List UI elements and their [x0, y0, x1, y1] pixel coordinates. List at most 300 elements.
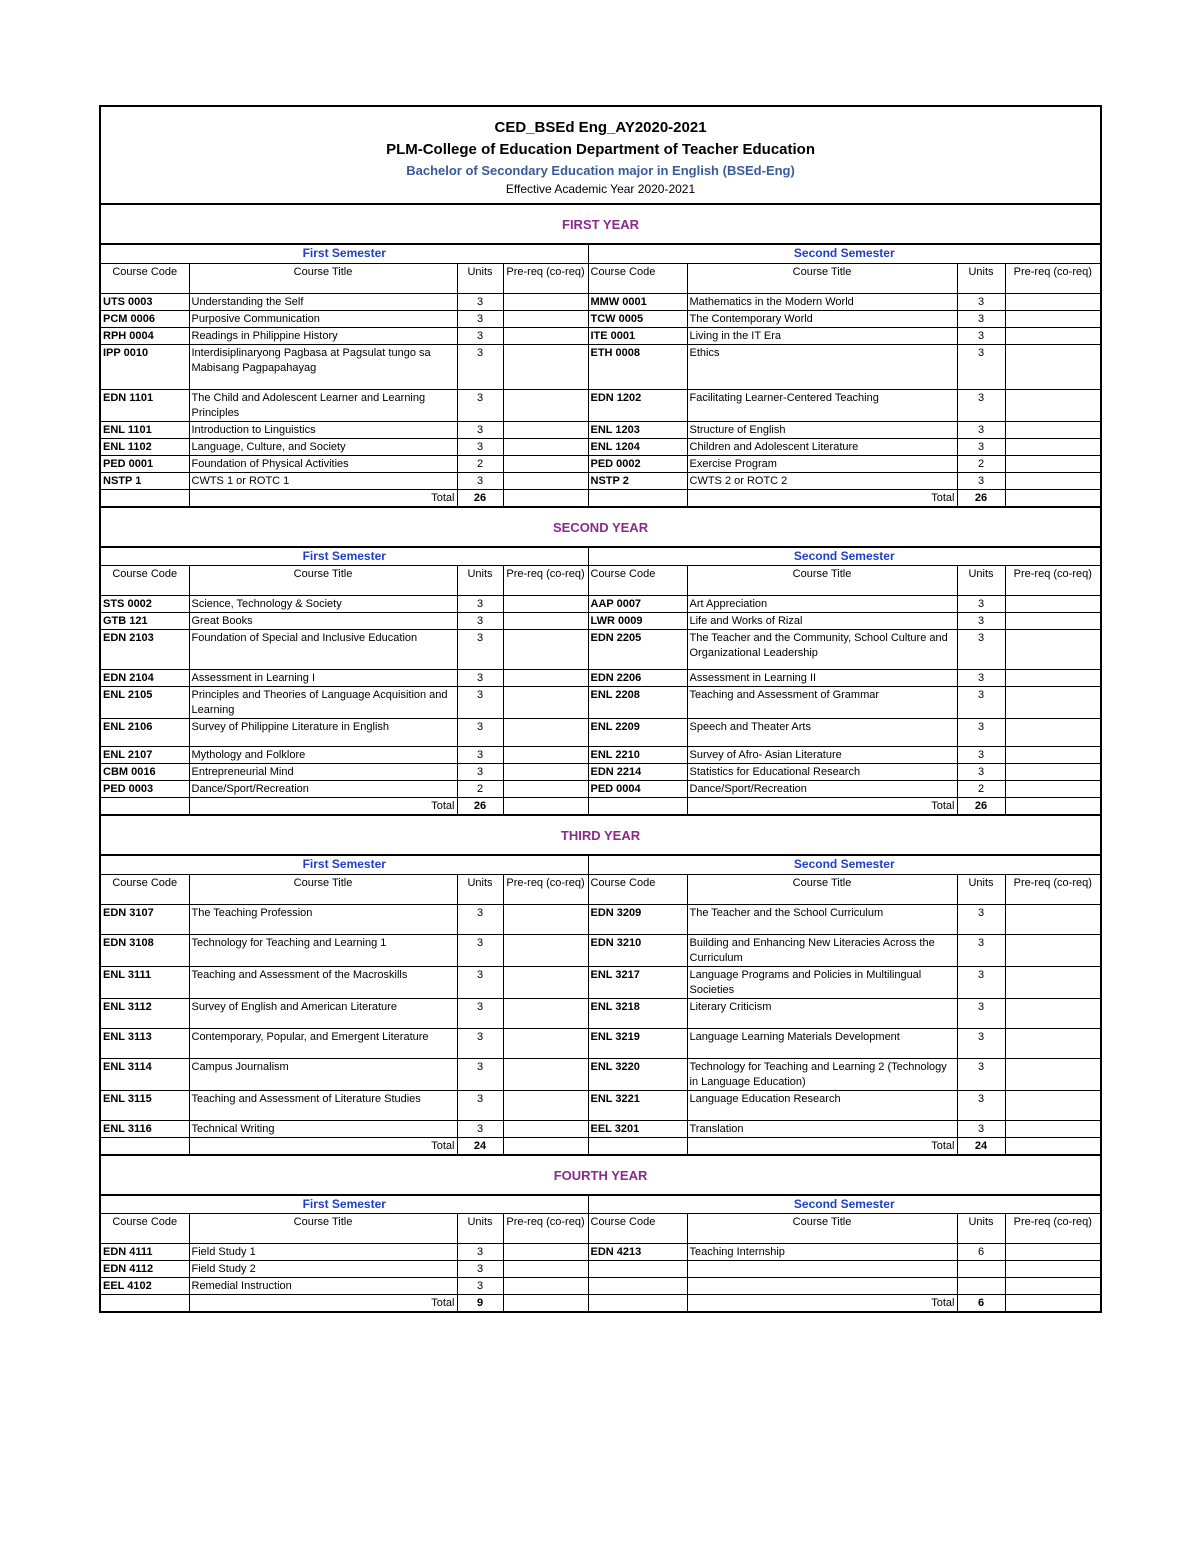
course-units: 3	[457, 389, 503, 421]
course-units: 3	[457, 1261, 503, 1278]
course-title: Teaching and Assessment of the Macroskills	[189, 966, 457, 998]
course-code: ENL 2107	[100, 747, 189, 764]
course-prereq	[1005, 1058, 1101, 1090]
course-prereq	[1005, 389, 1101, 421]
units-header: Units	[457, 263, 503, 293]
course-units: 3	[957, 438, 1005, 455]
course-code: ENL 2106	[100, 719, 189, 747]
course-units: 3	[457, 1028, 503, 1058]
course-prereq	[503, 438, 588, 455]
course-code: STS 0002	[100, 596, 189, 613]
course-units: 3	[957, 613, 1005, 630]
course-row	[100, 455, 1101, 472]
course-code: UTS 0003	[100, 293, 189, 310]
course-prereq	[503, 1090, 588, 1120]
course-title: Assessment in Learning I	[189, 670, 457, 687]
course-code-header: Course Code	[100, 874, 189, 904]
course-title: The Teacher and the Community, School Culture and Organizational Leadership	[687, 630, 957, 670]
total-row	[100, 798, 1101, 816]
course-units: 3	[457, 344, 503, 389]
course-units: 3	[457, 764, 503, 781]
course-title: Teaching and Assessment of Grammar	[687, 687, 957, 719]
course-units: 3	[457, 1120, 503, 1137]
first-semester-label: First Semester	[100, 855, 588, 874]
course-prereq	[503, 1278, 588, 1295]
course-prereq	[503, 613, 588, 630]
course-title: Teaching and Assessment of Literature Studies	[189, 1090, 457, 1120]
total-label: Total	[687, 1295, 957, 1313]
course-units: 2	[457, 781, 503, 798]
course-units: 2	[457, 455, 503, 472]
course-code: ENL 3220	[588, 1058, 687, 1090]
course-prereq	[1005, 781, 1101, 798]
course-title: Readings in Philippine History	[189, 327, 457, 344]
course-code: EDN 4111	[100, 1244, 189, 1261]
course-row	[100, 421, 1101, 438]
prereq-header: Pre-req (co-req)	[503, 566, 588, 596]
units-header: Units	[457, 1214, 503, 1244]
course-units: 3	[457, 472, 503, 489]
course-title: The Teaching Profession	[189, 904, 457, 934]
course-code: ETH 0008	[588, 344, 687, 389]
course-units: 3	[457, 613, 503, 630]
second-semester-label: Second Semester	[588, 855, 1101, 874]
second-year-header-row	[100, 507, 1101, 547]
course-code-header: Course Code	[100, 1214, 189, 1244]
course-prereq	[1005, 344, 1101, 389]
course-prereq	[1005, 472, 1101, 489]
course-code: EDN 3210	[588, 934, 687, 966]
course-prereq	[1005, 719, 1101, 747]
course-units: 3	[457, 421, 503, 438]
third-year-title: THIRD YEAR	[100, 815, 1101, 855]
course-title-header: Course Title	[189, 263, 457, 293]
course-units: 3	[457, 1058, 503, 1090]
course-title-header: Course Title	[687, 566, 957, 596]
prereq-header: Pre-req (co-req)	[503, 1214, 588, 1244]
total-label: Total	[189, 1137, 457, 1155]
total-row	[100, 489, 1101, 507]
course-code: RPH 0004	[100, 327, 189, 344]
course-title: Living in the IT Era	[687, 327, 957, 344]
semester-row	[100, 1195, 1101, 1214]
fourth-year-header-row	[100, 1155, 1101, 1195]
course-title-header: Course Title	[189, 874, 457, 904]
course-row	[100, 472, 1101, 489]
course-prereq	[503, 764, 588, 781]
column-header-row	[100, 263, 1101, 293]
course-row	[100, 1058, 1101, 1090]
course-units: 2	[957, 781, 1005, 798]
course-row	[100, 719, 1101, 747]
course-title: The Child and Adolescent Learner and Learning Principles	[189, 389, 457, 421]
course-units: 3	[957, 596, 1005, 613]
total-blank	[503, 1295, 588, 1313]
course-title-header: Course Title	[189, 566, 457, 596]
course-prereq	[503, 421, 588, 438]
course-code-header: Course Code	[588, 874, 687, 904]
course-units: 3	[957, 293, 1005, 310]
course-title: Building and Enhancing New Literacies Across the Curriculum	[687, 934, 957, 966]
course-prereq	[1005, 455, 1101, 472]
document-header	[100, 106, 1101, 204]
units-header: Units	[457, 874, 503, 904]
course-title: Contemporary, Popular, and Emergent Literature	[189, 1028, 457, 1058]
course-code: ENL 2105	[100, 687, 189, 719]
third-year-header-row	[100, 815, 1101, 855]
total-blank	[503, 1137, 588, 1155]
course-code: ENL 1203	[588, 421, 687, 438]
course-title-header: Course Title	[687, 1214, 957, 1244]
course-prereq	[503, 781, 588, 798]
course-code: ENL 3115	[100, 1090, 189, 1120]
effective-year: Effective Academic Year 2020-2021	[505, 182, 696, 196]
course-code: ENL 3114	[100, 1058, 189, 1090]
total-label: Total	[189, 489, 457, 507]
course-prereq	[503, 998, 588, 1028]
course-title: Principles and Theories of Language Acquisition and Learning	[189, 687, 457, 719]
second-semester-label: Second Semester	[588, 244, 1101, 263]
course-title: Dance/Sport/Recreation	[189, 781, 457, 798]
course-prereq	[503, 327, 588, 344]
course-units: 6	[957, 1244, 1005, 1261]
total-label: Total	[189, 798, 457, 816]
course-code: ENL 3217	[588, 966, 687, 998]
course-units: 3	[957, 747, 1005, 764]
course-code: EDN 2214	[588, 764, 687, 781]
course-title: CWTS 2 or ROTC 2	[687, 472, 957, 489]
course-title: Technology for Teaching and Learning 2 (Technology in Language Education)	[687, 1058, 957, 1090]
course-prereq	[1005, 998, 1101, 1028]
course-row	[100, 998, 1101, 1028]
course-prereq	[503, 630, 588, 670]
course-code	[588, 1261, 687, 1278]
course-code-header: Course Code	[100, 566, 189, 596]
course-units: 3	[957, 966, 1005, 998]
course-prereq	[503, 596, 588, 613]
course-units: 3	[957, 670, 1005, 687]
course-units: 3	[957, 934, 1005, 966]
course-prereq	[503, 455, 588, 472]
course-units: 3	[457, 904, 503, 934]
total-blank	[503, 798, 588, 816]
course-title-header: Course Title	[189, 1214, 457, 1244]
course-prereq	[503, 1120, 588, 1137]
course-prereq	[503, 389, 588, 421]
course-code: MMW 0001	[588, 293, 687, 310]
course-title: Great Books	[189, 613, 457, 630]
course-row	[100, 596, 1101, 613]
course-title: Remedial Instruction	[189, 1278, 457, 1295]
course-units: 3	[457, 596, 503, 613]
course-units: 3	[957, 904, 1005, 934]
course-code: ENL 1102	[100, 438, 189, 455]
course-title: Art Appreciation	[687, 596, 957, 613]
course-units: 3	[957, 344, 1005, 389]
course-title-header: Course Title	[687, 263, 957, 293]
course-title: Life and Works of Rizal	[687, 613, 957, 630]
prereq-header: Pre-req (co-req)	[1005, 566, 1101, 596]
course-prereq	[1005, 670, 1101, 687]
total-label: Total	[189, 1295, 457, 1313]
course-units: 3	[457, 293, 503, 310]
curriculum-table	[99, 105, 1102, 1313]
course-code: EDN 1202	[588, 389, 687, 421]
total-blank	[100, 798, 189, 816]
course-code: EDN 4112	[100, 1261, 189, 1278]
course-code: PCM 0006	[100, 310, 189, 327]
course-prereq	[1005, 904, 1101, 934]
course-units: 3	[457, 966, 503, 998]
course-code: NSTP 2	[588, 472, 687, 489]
course-row	[100, 310, 1101, 327]
course-title: Translation	[687, 1120, 957, 1137]
course-units: 3	[457, 1278, 503, 1295]
course-prereq	[1005, 613, 1101, 630]
course-title: Purposive Communication	[189, 310, 457, 327]
course-units: 3	[457, 630, 503, 670]
course-row	[100, 344, 1101, 389]
course-title: Literary Criticism	[687, 998, 957, 1028]
course-units: 3	[457, 310, 503, 327]
total-units-first-semester: 26	[457, 798, 503, 816]
course-code: ENL 3221	[588, 1090, 687, 1120]
course-code: ENL 2208	[588, 687, 687, 719]
course-code: ENL 3116	[100, 1120, 189, 1137]
course-title: Introduction to Linguistics	[189, 421, 457, 438]
program-name: Bachelor of Secondary Education major in English (BSEd-Eng)	[406, 163, 795, 178]
course-code-header: Course Code	[588, 566, 687, 596]
course-code: EDN 3107	[100, 904, 189, 934]
course-units	[957, 1278, 1005, 1295]
course-row	[100, 1028, 1101, 1058]
course-prereq	[1005, 630, 1101, 670]
course-code: ITE 0001	[588, 327, 687, 344]
course-title: Facilitating Learner-Centered Teaching	[687, 389, 957, 421]
course-units: 3	[457, 1244, 503, 1261]
total-units-first-semester: 24	[457, 1137, 503, 1155]
course-row	[100, 389, 1101, 421]
units-header: Units	[957, 566, 1005, 596]
course-units: 3	[957, 421, 1005, 438]
course-row	[100, 438, 1101, 455]
course-units: 3	[457, 747, 503, 764]
course-title: Language Programs and Policies in Multilingual Societies	[687, 966, 957, 998]
course-code: ENL 3112	[100, 998, 189, 1028]
semester-row	[100, 244, 1101, 263]
course-title: Mythology and Folklore	[189, 747, 457, 764]
course-title: Survey of Afro- Asian Literature	[687, 747, 957, 764]
course-row	[100, 781, 1101, 798]
units-header: Units	[457, 566, 503, 596]
course-units: 3	[457, 934, 503, 966]
course-units: 3	[457, 438, 503, 455]
course-row	[100, 966, 1101, 998]
course-code: AAP 0007	[588, 596, 687, 613]
course-units: 3	[957, 630, 1005, 670]
course-prereq	[503, 670, 588, 687]
total-units-second-semester: 24	[957, 1137, 1005, 1155]
total-blank	[100, 1137, 189, 1155]
course-prereq	[1005, 764, 1101, 781]
course-units: 3	[957, 764, 1005, 781]
course-prereq	[1005, 934, 1101, 966]
course-row	[100, 1120, 1101, 1137]
course-title: Dance/Sport/Recreation	[687, 781, 957, 798]
course-units	[957, 1261, 1005, 1278]
prereq-header: Pre-req (co-req)	[1005, 1214, 1101, 1244]
course-row	[100, 764, 1101, 781]
course-row	[100, 1261, 1101, 1278]
course-title: Technical Writing	[189, 1120, 457, 1137]
course-units: 3	[957, 998, 1005, 1028]
course-title: Foundation of Physical Activities	[189, 455, 457, 472]
course-prereq	[503, 472, 588, 489]
course-code: ENL 2209	[588, 719, 687, 747]
course-title: Survey of Philippine Literature in English	[189, 719, 457, 747]
course-code: ENL 3111	[100, 966, 189, 998]
course-units: 3	[957, 719, 1005, 747]
total-blank	[1005, 798, 1101, 816]
units-header: Units	[957, 1214, 1005, 1244]
course-code: EDN 2103	[100, 630, 189, 670]
course-row	[100, 687, 1101, 719]
course-prereq	[503, 1028, 588, 1058]
course-title: CWTS 1 or ROTC 1	[189, 472, 457, 489]
course-code-header: Course Code	[588, 1214, 687, 1244]
column-header-row	[100, 566, 1101, 596]
first-semester-label: First Semester	[100, 244, 588, 263]
course-row	[100, 904, 1101, 934]
course-prereq	[1005, 966, 1101, 998]
course-code-header: Course Code	[588, 263, 687, 293]
column-header-row	[100, 874, 1101, 904]
prereq-header: Pre-req (co-req)	[503, 263, 588, 293]
course-code: EDN 2205	[588, 630, 687, 670]
course-row	[100, 293, 1101, 310]
course-row	[100, 630, 1101, 670]
prereq-header: Pre-req (co-req)	[1005, 263, 1101, 293]
fourth-year-title: FOURTH YEAR	[100, 1155, 1101, 1195]
course-prereq	[1005, 1261, 1101, 1278]
course-units: 3	[957, 1058, 1005, 1090]
course-row	[100, 1244, 1101, 1261]
course-code: PED 0001	[100, 455, 189, 472]
course-prereq	[1005, 747, 1101, 764]
prereq-header: Pre-req (co-req)	[1005, 874, 1101, 904]
course-title: Exercise Program	[687, 455, 957, 472]
course-units: 3	[957, 1120, 1005, 1137]
course-units: 2	[957, 455, 1005, 472]
course-prereq	[503, 687, 588, 719]
course-title	[687, 1261, 957, 1278]
course-prereq	[503, 934, 588, 966]
total-label: Total	[687, 798, 957, 816]
column-header-row	[100, 1214, 1101, 1244]
course-code: EDN 1101	[100, 389, 189, 421]
course-prereq	[503, 966, 588, 998]
course-prereq	[503, 747, 588, 764]
course-units: 3	[957, 1028, 1005, 1058]
course-title: Teaching Internship	[687, 1244, 957, 1261]
prereq-header: Pre-req (co-req)	[503, 874, 588, 904]
semester-row	[100, 547, 1101, 566]
first-year-title: FIRST YEAR	[100, 204, 1101, 244]
first-semester-label: First Semester	[100, 1195, 588, 1214]
course-units: 3	[457, 1090, 503, 1120]
total-units-first-semester: 26	[457, 489, 503, 507]
course-prereq	[1005, 421, 1101, 438]
course-units: 3	[957, 472, 1005, 489]
course-row	[100, 613, 1101, 630]
course-row	[100, 327, 1101, 344]
course-title: Foundation of Special and Inclusive Education	[189, 630, 457, 670]
course-prereq	[1005, 596, 1101, 613]
total-label: Total	[687, 1137, 957, 1155]
total-label: Total	[687, 489, 957, 507]
course-title: Entrepreneurial Mind	[189, 764, 457, 781]
course-code	[588, 1278, 687, 1295]
course-code: EDN 2104	[100, 670, 189, 687]
course-prereq	[1005, 1244, 1101, 1261]
course-code: LWR 0009	[588, 613, 687, 630]
course-units: 3	[957, 687, 1005, 719]
college-name: PLM-College of Education Department of Teacher Education	[386, 141, 815, 158]
course-title: Field Study 1	[189, 1244, 457, 1261]
course-code: TCW 0005	[588, 310, 687, 327]
course-row	[100, 747, 1101, 764]
course-code: EDN 2206	[588, 670, 687, 687]
total-units-second-semester: 26	[957, 798, 1005, 816]
course-title	[687, 1278, 957, 1295]
course-prereq	[503, 904, 588, 934]
course-units: 3	[457, 687, 503, 719]
course-title: Campus Journalism	[189, 1058, 457, 1090]
course-row	[100, 1278, 1101, 1295]
first-year-header-row	[100, 204, 1101, 244]
course-title: Children and Adolescent Literature	[687, 438, 957, 455]
total-row	[100, 1137, 1101, 1155]
course-code: PED 0003	[100, 781, 189, 798]
course-code: IPP 0010	[100, 344, 189, 389]
course-prereq	[503, 310, 588, 327]
course-code: ENL 1204	[588, 438, 687, 455]
total-blank	[588, 798, 687, 816]
second-semester-label: Second Semester	[588, 547, 1101, 566]
course-prereq	[1005, 438, 1101, 455]
curriculum-code: CED_BSEd Eng_AY2020-2021	[494, 119, 707, 136]
course-units: 3	[957, 310, 1005, 327]
course-title: Survey of English and American Literature	[189, 998, 457, 1028]
course-title-header: Course Title	[687, 874, 957, 904]
course-row	[100, 934, 1101, 966]
second-semester-label: Second Semester	[588, 1195, 1101, 1214]
course-title: Speech and Theater Arts	[687, 719, 957, 747]
course-code: ENL 3218	[588, 998, 687, 1028]
total-units-second-semester: 26	[957, 489, 1005, 507]
total-units-first-semester: 9	[457, 1295, 503, 1313]
course-title: Ethics	[687, 344, 957, 389]
course-prereq	[1005, 310, 1101, 327]
course-title: Language Education Research	[687, 1090, 957, 1120]
total-blank	[503, 489, 588, 507]
course-code: PED 0004	[588, 781, 687, 798]
course-title: The Contemporary World	[687, 310, 957, 327]
total-blank	[588, 1137, 687, 1155]
course-title: Science, Technology & Society	[189, 596, 457, 613]
course-code: NSTP 1	[100, 472, 189, 489]
second-year-title: SECOND YEAR	[100, 507, 1101, 547]
